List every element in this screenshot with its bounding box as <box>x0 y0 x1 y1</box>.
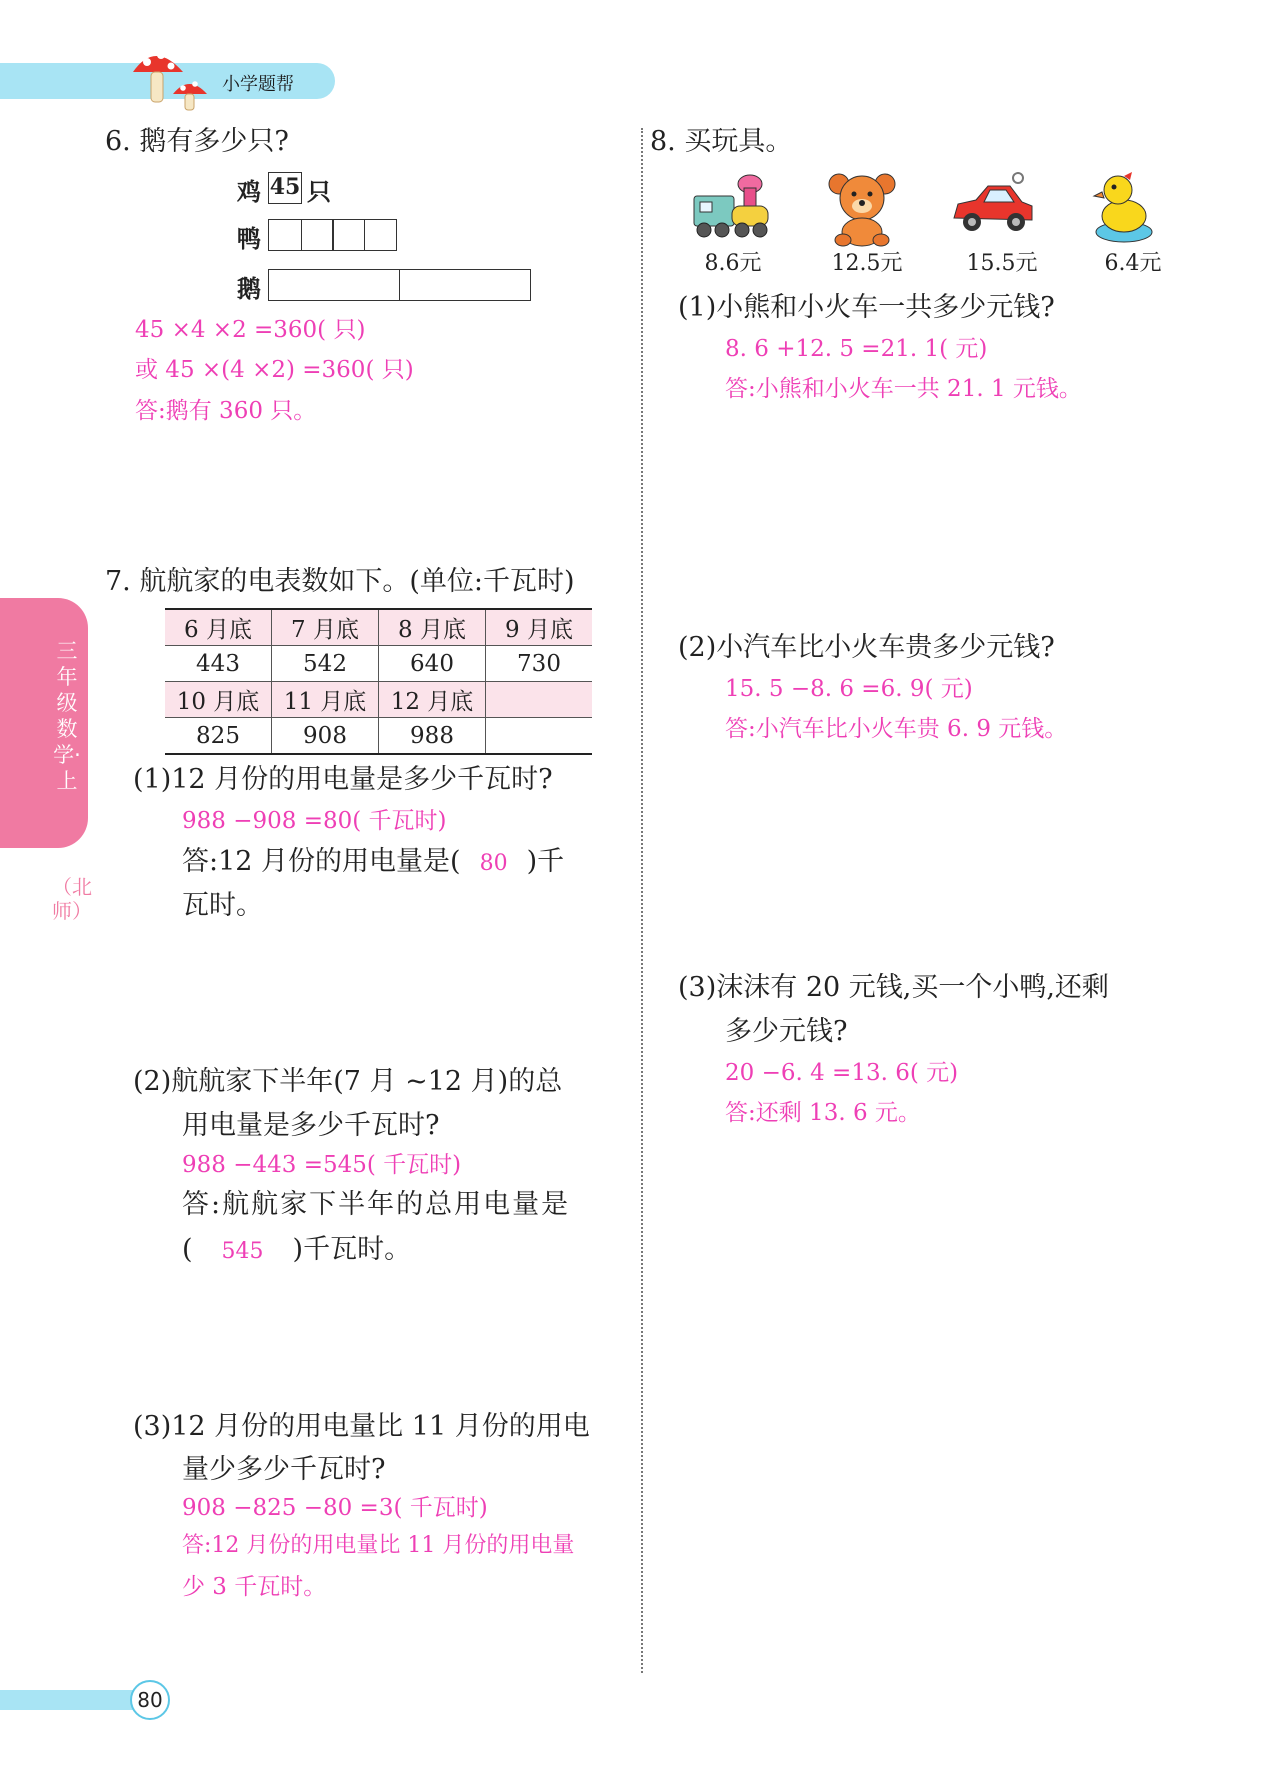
q7-p2-answer-open: ( <box>182 1234 193 1265</box>
q7-p3-question-1: (3)12 月份的用电量比 11 月份的用电 <box>133 1411 590 1442</box>
chicken-label: 鸡 <box>237 177 261 206</box>
table-header-cell <box>486 682 593 718</box>
toy-car-icon <box>948 170 1038 240</box>
q7-p2-answer-value: 545 <box>221 1239 264 1264</box>
q7-title: 7. 航航家的电表数如下。(单位:千瓦时) <box>105 566 575 597</box>
duck-bar <box>268 219 397 251</box>
q8-title: 8. 买玩具。 <box>650 126 793 157</box>
side-tab-edition: （北师） <box>52 875 92 923</box>
q7-p3-answer-line1: 答:12 月份的用电量比 11 月份的用电量 <box>182 1533 575 1558</box>
q7-p1-answer-prefix: 答:12 月份的用电量是( <box>182 846 461 877</box>
toy-price: 6.4元 <box>1104 251 1162 276</box>
q6-answer-block <box>135 310 414 431</box>
q7-p2-answer-line1: 答:航航家下半年的总用电量是 <box>182 1189 571 1220</box>
table-cell: 988 <box>379 718 486 755</box>
table-header-cell: 9 月底 <box>486 609 593 646</box>
mushroom-icon <box>125 42 225 114</box>
table-header-cell: 10 月底 <box>165 682 272 718</box>
table-cell: 640 <box>379 646 486 682</box>
q7-p1-question: (1)12 月份的用电量是多少千瓦时? <box>133 764 553 795</box>
q8-p1-question: (1)小熊和小火车一共多少元钱? <box>678 292 1055 323</box>
q7-p1-work: 988 −908 =80( 千瓦时) <box>182 808 447 834</box>
q7-p3-answer-line2: 少 3 千瓦时。 <box>182 1574 327 1600</box>
toy-price: 15.5元 <box>966 251 1038 276</box>
goose-bar <box>268 269 531 301</box>
q7-p1-answer-line2: 瓦时。 <box>182 890 263 921</box>
q8-p1-answer: 答:小熊和小火车一共 21. 1 元钱。 <box>725 376 1082 402</box>
q6-answer: 答:鹅有 360 只。 <box>135 397 317 424</box>
duck-label: 鸭 <box>237 224 261 253</box>
q8-p3-answer: 答:还剩 13. 6 元。 <box>725 1100 921 1126</box>
q7-p2-answer-line2 <box>182 1228 411 1271</box>
table-header-cell: 6 月底 <box>165 609 272 646</box>
q8-p3-question-1: (3)沫沫有 20 元钱,买一个小鸭,还剩 <box>678 972 1109 1003</box>
q7-p1-answer-value: 80 <box>479 851 508 876</box>
chicken-unit: 只 <box>307 177 331 206</box>
table-header-cell: 8 月底 <box>379 609 486 646</box>
table-header-cell: 7 月底 <box>272 609 379 646</box>
chicken-box: 45 <box>268 172 302 204</box>
q7-p2-work: 988 −443 =545( 千瓦时) <box>182 1152 462 1178</box>
q6-work-2: 或 45 ×(4 ×2) =360( 只) <box>135 357 414 384</box>
column-divider <box>641 128 643 1673</box>
q7-p2-question-1: (2)航航家下半年(7 月 ~12 月)的总 <box>133 1066 563 1097</box>
q7-p3-question-2: 量少多少千瓦时? <box>182 1454 386 1485</box>
side-tab-label: 三年级数学·上 <box>53 639 81 793</box>
q8-p3-work: 20 −6. 4 =13. 6( 元) <box>725 1060 959 1086</box>
q7-p2-question-2: 用电量是多少千瓦时? <box>182 1110 440 1141</box>
q8-p1-work: 8. 6 +12. 5 =21. 1( 元) <box>725 336 988 362</box>
goose-label: 鹅 <box>237 274 261 303</box>
page-number: 80 <box>130 1680 170 1720</box>
table-cell: 443 <box>165 646 272 682</box>
q8-p2-work: 15. 5 −8. 6 =6. 9( 元) <box>725 676 973 702</box>
q8-p3-question-2: 多少元钱? <box>725 1016 848 1047</box>
q8-p2-question: (2)小汽车比小火车贵多少元钱? <box>678 632 1055 663</box>
header-title: 小学题帮 <box>222 74 294 95</box>
q7-p1-answer <box>182 840 622 883</box>
q7-p1-answer-suffix: )千 <box>526 846 565 877</box>
rubber-duck-icon <box>1090 168 1160 248</box>
toy-price: 12.5元 <box>831 251 903 276</box>
table-cell: 542 <box>272 646 379 682</box>
q7-p3-work: 908 −825 −80 =3( 千瓦时) <box>182 1495 488 1521</box>
electricity-table <box>165 608 592 755</box>
table-cell: 908 <box>272 718 379 755</box>
table-header-cell: 11 月底 <box>272 682 379 718</box>
teddy-bear-icon <box>823 168 903 248</box>
toy-price: 8.6元 <box>704 251 762 276</box>
q6-work-1: 45 ×4 ×2 =360( 只) <box>135 317 366 343</box>
q8-p2-answer: 答:小汽车比小火车贵 6. 9 元钱。 <box>725 716 1068 742</box>
q6-title: 6. 鹅有多少只? <box>105 126 289 157</box>
q7-p2-answer-close: )千瓦时。 <box>292 1234 412 1265</box>
table-cell: 730 <box>486 646 593 682</box>
table-cell <box>486 718 593 755</box>
table-header-cell: 12 月底 <box>379 682 486 718</box>
toy-train-icon <box>688 168 778 248</box>
table-cell: 825 <box>165 718 272 755</box>
